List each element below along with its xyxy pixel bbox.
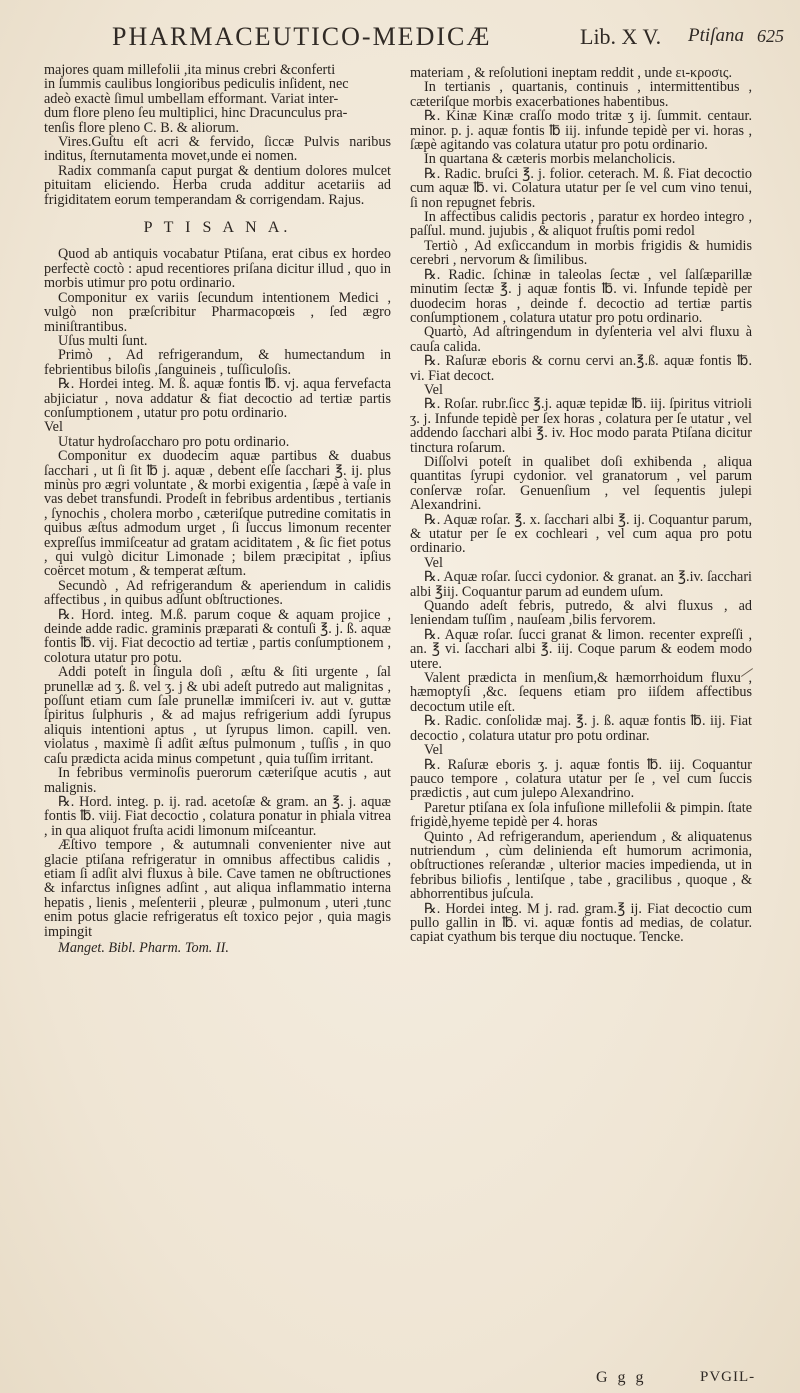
- paragraph: In febribus verminoſis puerorum cæteriſque acutis , aut malignis.: [44, 765, 391, 796]
- paragraph: Quando adeſt febris, putredo, & alvi fluxus , ad leniendam tuſſim , nauſeam ,bilis fervorem.: [410, 598, 752, 629]
- recipe: ℞. Hord. integ. p. ij. rad. acetoſæ & gram. an ℥. j. aquæ fontis ℔. viij. Fiat decoctio , colatura ponatur in phiala vitrea , in qua aliquot fruſta acidi limonum miſceantur.: [44, 793, 391, 839]
- text-line: dum flore pleno ſeu multiplici, hinc Dracunculus pra-: [44, 105, 348, 122]
- paragraph: Diſſolvi poteſt in qualibet doſi exhibenda , aliqua quantitas ſyrupi cydonior. vel granatorum , vel parum conſervæ roſar. Genuenſium , vel ſequentis julepi Alexandrini.: [410, 453, 752, 514]
- paragraph: Quod ab antiquis vocabatur Ptiſana, erat cibus ex hordeo perfectè coctò : apud recentiores priſana dicitur illud , quo in morbis utimur pro potu ordinario.: [44, 246, 391, 292]
- paragraph-radix: Radix commanſa caput purgat & dentium dolores mulcet pituitam eliciendo. Herba cruda additur acetariis ad frigiditatem eorum temperandam & corrigendam. Rajus.: [44, 162, 391, 208]
- recipe: ℞. Radic. ſchinæ in taleolas ſectæ , vel ſalſæparillæ minutim ſectæ ℥. j aquæ fontis ℔. vi. Infunde tepidè per duodecim horas , deinde f. decoctio ad tertiæ partis conſumptionem , colatura utatur pro potu ordinario.: [410, 266, 752, 326]
- vel-line: Vel: [44, 419, 63, 436]
- text-line: majores quam millefolii ,ita minus crebri &conferti: [44, 62, 336, 78]
- recipe: ℞. Aquæ roſar. ſucci granat & limon. recenter expreſſi , an. ℥ vi. ſacchari albi ℥. iij. Coque parum & eodem modo utere.: [410, 626, 752, 672]
- signature-mark: G g g: [596, 1369, 647, 1386]
- left-column: [44, 63, 391, 955]
- recipe: ℞. Radic. bruſci ℥. j. folior. ceterach. M. ß. Fiat decoctio cum aquæ ℔. vi. Colatura utatur per ſe vel cum vino tenui, ſi non repugnet febris.: [410, 165, 752, 211]
- section-title: Ptiſana: [688, 25, 744, 46]
- page-number: 625: [757, 26, 784, 46]
- recipe: ℞. Kinæ Kinæ craſſo modo tritæ ʒ ij. ſummit. centaur. minor. p. j. aquæ fontis ℔ iij. infunde tepidè per vi. horas , ſæpè agitando vas colatura utatur pro potu ordinario.: [410, 108, 752, 154]
- paragraph: In tertianis , quartanis, continuis , intermittentibus , cæteriſque morbis exacerbationes habentibus.: [410, 79, 752, 110]
- recipe: ℞. Radic. conſolidæ maj. ℥. j. ß. aquæ fontis ℔. iij. Fiat decoctio , colatura utatur pro potu ordinar.: [410, 713, 752, 744]
- text-line: tenſis flore pleno C. B. & aliorum.: [44, 119, 240, 136]
- paragraph: Componitur ex variis ſecundum intentionem Medici , vulgò non præſcribitur Pharmacopœis , ſed ægro miniſtrantibus.: [44, 289, 391, 335]
- paragraph: Componitur ex duodecim aquæ partibus & duabus ſacchari , ut ſi ſit ℔ j. aquæ , debent eſſe ſacchari ℥. ij. plus minùs pro ægri voluntate , & morbi exigentia , ſæpè à vaſe in vas debet transfundi. Prodeſt in febribus ardentibus , tertianis , ſynochis , cholera morbo , cæteriſque putredine comitatis in quibus æſtus admodum urget , ſi ſuccus limonum recenter expreſſus immiſceatur ad gratam aciditatem , & ſic fiet potus , qui vulgò dicitur Limonade ; bilem præcipitat , ipſius coërcet motum , & temperat æſtum.: [44, 448, 391, 580]
- recipe: ℞. Hord. integ. M.ß. parum coque & aquam projice , deinde adde radic. graminis præparati & contuſi ℥. j. ß. aquæ fontis ℔. vij. Fiat decoctio ad tertiæ , partis conſumptionem , colotura utatur pro potu.: [44, 606, 391, 666]
- bibliographic-footer: Manget. Bibl. Pharm. Tom. II.: [58, 939, 229, 956]
- page-header: [0, 2, 800, 66]
- paragraph: Utatur hydroſaccharo pro potu ordinario.: [58, 433, 290, 450]
- recipe: ℞. Hordei integ. M j. rad. gram.℥ ij. Fiat decoctio cum pullo gallin in ℔. vi. aquæ fontis ad medias, de colatur. capiat cyathum bis terque diu noctuque. Tencke.: [410, 900, 752, 946]
- recipe: ℞. Raſuræ eboris & cornu cervi an.℥.ß. aquæ fontis ℔. vi. Fiat decoct.: [410, 353, 752, 384]
- running-title: PHARMACEUTICO-MEDICÆ: [112, 22, 492, 51]
- paragraph: Paretur ptiſana ex ſola infuſione millefolii & pimpin. ſtate frigidè,hyeme tepidè per 4. horas: [410, 799, 752, 831]
- text-line: in ſummis caulibus longioribus pediculis inſident, nec: [44, 76, 349, 93]
- paragraph: In quartana & cæteris morbis melancholicis.: [424, 151, 676, 168]
- recipe: ℞. Hordei integ. M. ß. aquæ fontis ℔. vj. aqua fervefacta abjiciatur , nova addatur & fiat decoctio ad tertiæ partis conſumptionem , utatur pro potu ordinario.: [44, 376, 391, 421]
- paragraph: Quinto , Ad refrigerandum, aperiendum , & aliquatenus nutriendum , cùm delinienda eſt humorum acrimonia, obſtructiones reſerandæ , ulterior macies impedienda, ut in febribus biliofis , lentiſque , tabe , gracilibus , quoque , & abhorrentibus juſcula.: [410, 828, 752, 903]
- section-heading: P T I S A N A.: [143, 219, 292, 237]
- recipe: ℞. Roſar. rubr.ſicc ℥.j. aquæ tepidæ ℔. iij. ſpiritus vitrioli ʒ. j. Infunde tepidè per ſex horas , colatura per ſe utatur , vel addendo ſacchari albi ℥. iv. Hoc modo parata Ptiſana dicitur tinctura roſarum.: [410, 396, 752, 456]
- paragraph: Secundò , Ad refrigerandum & aperiendum in calidis affectibus , in quibus adſunt obſtructiones.: [44, 577, 391, 609]
- paragraph: Primò , Ad refrigerandum, & humectandum in febrientibus biloſis ,ſanguineis , tuſſiculoſis.: [44, 347, 391, 378]
- paragraph: Æſtivo tempore , & autumnali convenienter nive aut glacie ptiſana refrigeratur in omnibus affectibus calidis , etiam ſi adſit alvi fluxus à bile. Cave tamen ne obſtructiones & infarctus inſignes adſint , aut aliqua inflammatio interna hepatis , lienis , meſenterii , pleuræ , pulmonum , uteri ,tunc enim potus glacie refrigeratus eſt toxico pejor , quia magis impingit: [44, 837, 391, 940]
- vel-line: Vel: [424, 381, 443, 398]
- recipe: ℞. Aquæ roſar. ℥. x. ſacchari albi ℥. ij. Coquantur parum, & utatur per ſe ex cochleari , vel cum aqua pro potu ordinario.: [410, 511, 752, 557]
- right-column: [410, 66, 752, 945]
- paragraph: materiam , & reſolutioni ineptam reddit , unde ει-κροσις.: [410, 65, 733, 81]
- vel-line: Vel: [424, 742, 443, 759]
- recipe: ℞. Raſuræ eboris ʒ. j. aquæ fontis ℔. iij. Coquantur pauco tempore , colatura utatur per ſe , vel cum ſuccis prædictis , aut cum julepo Alexandrino.: [410, 756, 752, 802]
- paragraph: Valent prædicta in menſium,& hæmorrhoidum fluxu , hæmoptyſi ,&c. ſequens etiam pro iiſdem affectibus decoctum utile eſt.: [410, 670, 752, 715]
- recipe: ℞. Aquæ roſar. ſucci cydonior. & granat. an ℥.iv. ſacchari albi ℥iij. Coquantur parum ad eundem uſum.: [410, 569, 752, 600]
- text-line: adeò exactè ſimul umbellam efformant. Variat inter-: [44, 90, 339, 107]
- vel-line: Vel: [424, 554, 443, 571]
- paragraph: In affectibus calidis pectoris , paratur ex hordeo integro , paſſul. mund. jujubis , & aliquot fruſtis pomi redol: [410, 209, 752, 240]
- paragraph: Tertiò , Ad exſiccandum in morbis frigidis & humidis cerebri , nervorum & ſimilibus.: [410, 237, 752, 269]
- paragraph: Quartò, Ad aſtringendum in dyſenteria vel alvi fluxu à cauſa calida.: [410, 324, 752, 355]
- paragraph: Uſus multi ſunt.: [58, 332, 148, 349]
- book-number: Lib. X V.: [580, 24, 662, 49]
- paragraph-vires: Vires.Guſtu eſt acri & fervido, ſiccæ Pulvis naribus inditus, ſternutamenta movet,unde ei nomen.: [44, 134, 391, 165]
- paragraph: Addi poteſt in ſingula doſi , æſtu & ſiti urgente , ſal prunellæ ad ʒ. ß. vel ʒ. j & ubi adeſt putredo aut malignitas , poſſunt etiam cum ſale prunellæ immiſceri iv. aut v. guttæ ſpiritus ſulphuris , & ad majus refrigerium addi ſyrupus aliquis intentioni aptus , ut ſyrupus limon. capill. ven. violatus , maximè ſi adſit æſtus pulmonum , tuſſis , in quo caſu prædicta acida minus competunt , quia tuſſim irritant.: [44, 664, 391, 767]
- catchword: PVGIL-: [700, 1369, 756, 1385]
